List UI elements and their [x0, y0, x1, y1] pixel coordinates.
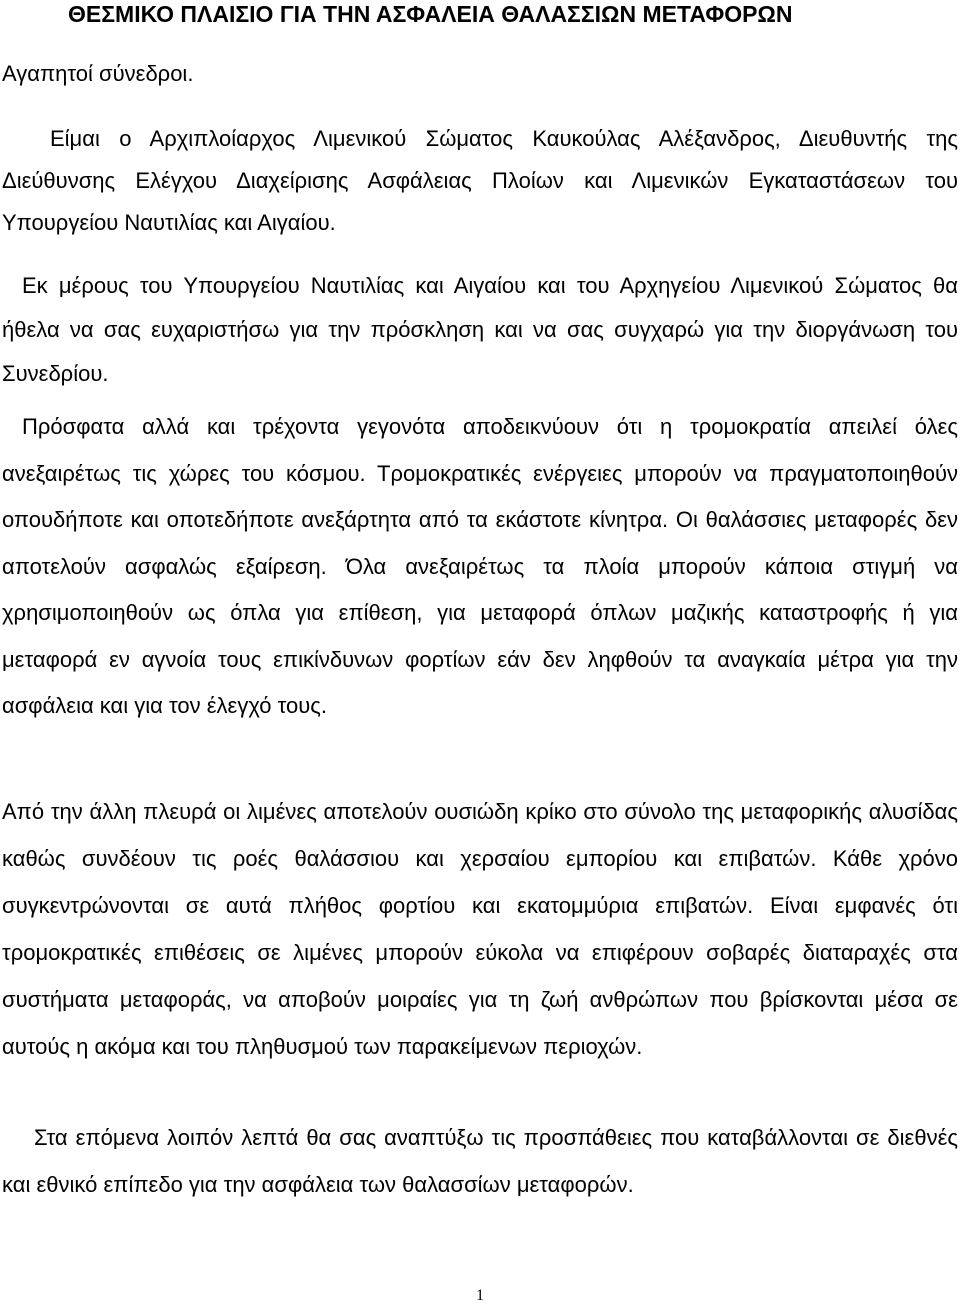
- page-number: 1: [476, 1287, 484, 1304]
- paragraph-outline: Στα επόμενα λοιπόν λεπτά θα σας αναπτύξω τις προσπάθειες που καταβάλλονται σε διεθνές και εθνικό επίπεδο για την ασφάλεια των θαλασσίων μεταφορών.: [2, 1125, 958, 1197]
- greeting: Αγαπητοί σύνεδροι.: [2, 61, 194, 86]
- paragraph-terrorism-threat: Πρόσφατα αλλά και τρέχοντα γεγονότα αποδεικνύουν ότι η τρομοκρατία απειλεί όλες ανεξαιρέτως τις χώρες του κόσμου. Τρομοκρατικές ενέργειες μπορούν να πραγματοποιηθούν οπουδήποτε και οποτεδήποτε ανεξάρτητα από τα εκάστοτε κίνητρα. Οι θαλάσσιες μεταφορές δεν αποτελούν ασφαλώς εξαίρεση. Όλα ανεξαιρέτως τα πλοία μπορούν κάποια στιγμή να χρησιμοποιηθούν ως όπλα για επίθεση, για μεταφορά όπλων μαζικής καταστροφής ή για μεταφορά εν αγνοία τους επικίνδυνων φορτίων εάν δεν ληφθούν τα αναγκαία μέτρα για την ασφάλεια και για τον έλεγχό τους.: [2, 414, 958, 718]
- paragraph-ports: Από την άλλη πλευρά οι λιμένες αποτελούν ουσιώδη κρίκο στο σύνολο της μεταφορικής αλυσίδας καθώς συνδέουν τις ροές θαλάσσιου και χερσαίου εμπορίου και επιβατών. Κάθε χρόνο συγκεντρώνονται σε αυτά πλήθος φορτίου και εκατομμύρια επιβατών. Είναι εμφανές ότι τρομοκρατικές επιθέσεις σε λιμένες μπορούν εύκολα να επιφέρουν σοβαρές διαταραχές στα συστήματα μεταφοράς, να αποβούν μοιραίες για τη ζωή ανθρώπων που βρίσκονται μέσα σε αυτούς η ακόμα και του πληθυσμού των παρακείμενων περιοχών.: [2, 799, 958, 1059]
- paragraph-introduction: Είμαι ο Αρχιπλοίαρχος Λιμενικού Σώματος Καυκούλας Αλέξανδρος, Διευθυντής της Διεύθυνσης Ελέγχου Διαχείρισης Ασφάλειας Πλοίων και Λιμενικών Εγκαταστάσεων του Υπουργείου Ναυτιλίας και Αιγαίου.: [2, 126, 958, 235]
- document-title: ΘΕΣΜΙΚΟ ΠΛΑΙΣΙΟ ΓΙΑ ΤΗΝ ΑΣΦΑΛΕΙΑ ΘΑΛΑΣΣΙΩΝ ΜΕΤΑΦΟΡΩΝ: [68, 1, 793, 27]
- paragraph-thanks: Εκ μέρους του Υπουργείου Ναυτιλίας και Αιγαίου και του Αρχηγείου Λιμενικού Σώματος θα ήθελα να σας ευχαριστήσω για την πρόσκληση και να σας συγχαρώ για την διοργάνωση του Συνεδρίου.: [2, 273, 958, 386]
